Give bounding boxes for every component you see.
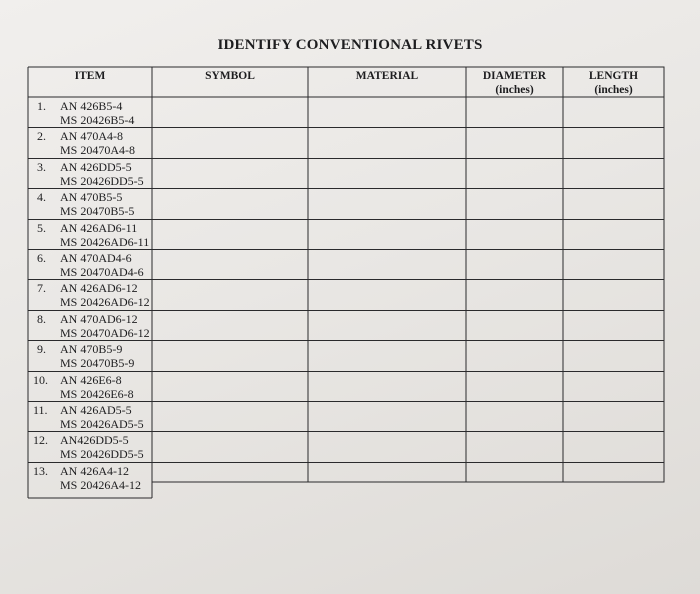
an-part-number: AN 470B5-9 — [60, 342, 123, 357]
an-part-number: AN 426AD6-12 — [60, 281, 138, 296]
an-part-number: AN 470AD6-12 — [60, 311, 138, 326]
ms-part-number: MS 20470A4-8 — [60, 143, 136, 158]
an-part-number: AN 426AD6-11 — [60, 220, 138, 235]
header-diameter-unit: (inches) — [495, 84, 534, 96]
header-item: ITEM — [74, 70, 106, 82]
item-number: 5. — [37, 220, 46, 235]
header-diameter: DIAMETER — [482, 70, 547, 82]
ms-part-number: MS 20426E6-8 — [60, 386, 134, 401]
an-part-number: AN 426DD5-5 — [60, 159, 132, 174]
item-number: 4. — [37, 190, 46, 205]
an-part-number: AN426DD5-5 — [60, 433, 129, 448]
an-part-number: AN 426A4-12 — [60, 463, 129, 478]
an-part-number: AN 426AD5-5 — [60, 403, 132, 417]
item-number: 8. — [37, 311, 46, 326]
an-part-number: AN 470AD4-6 — [60, 251, 132, 265]
header-symbol: SYMBOL — [205, 70, 255, 82]
ms-part-number: MS 20426DD5-5 — [60, 173, 144, 188]
item-number: 11. — [33, 403, 48, 417]
header-length: LENGTH — [588, 70, 639, 82]
ms-part-number: MS 20426AD6-11 — [60, 234, 150, 249]
an-part-number: AN 426B5-4 — [60, 99, 123, 113]
ms-part-number: MS 20470B5-5 — [60, 204, 135, 219]
ms-part-number: MS 20426DD5-5 — [60, 447, 144, 462]
ms-part-number: MS 20426A4-12 — [60, 477, 142, 492]
an-part-number: AN 470B5-5 — [60, 190, 123, 205]
item-number: 1. — [37, 99, 46, 113]
item-number: 10. — [33, 372, 48, 387]
item-number: 13. — [33, 463, 48, 478]
page-title: IDENTIFY CONVENTIONAL RIVETS — [217, 37, 483, 53]
item-number: 2. — [37, 129, 46, 144]
item-number: 7. — [37, 281, 46, 296]
item-number: 6. — [37, 251, 46, 265]
ms-part-number: MS 20426B5-4 — [60, 113, 135, 127]
ms-part-number: MS 20470B5-9 — [60, 356, 135, 371]
item-number: 12. — [33, 433, 48, 448]
header-material: MATERIAL — [355, 70, 419, 82]
ms-part-number: MS 20470AD4-6 — [60, 265, 144, 279]
an-part-number: AN 470A4-8 — [60, 129, 123, 144]
item-number: 9. — [37, 342, 46, 357]
item-number: 3. — [37, 159, 46, 174]
header-length-unit: (inches) — [594, 84, 633, 96]
ms-part-number: MS 20426AD6-12 — [60, 295, 150, 310]
an-part-number: AN 426E6-8 — [60, 372, 122, 387]
ms-part-number: MS 20470AD6-12 — [60, 325, 150, 340]
ms-part-number: MS 20426AD5-5 — [60, 417, 144, 431]
